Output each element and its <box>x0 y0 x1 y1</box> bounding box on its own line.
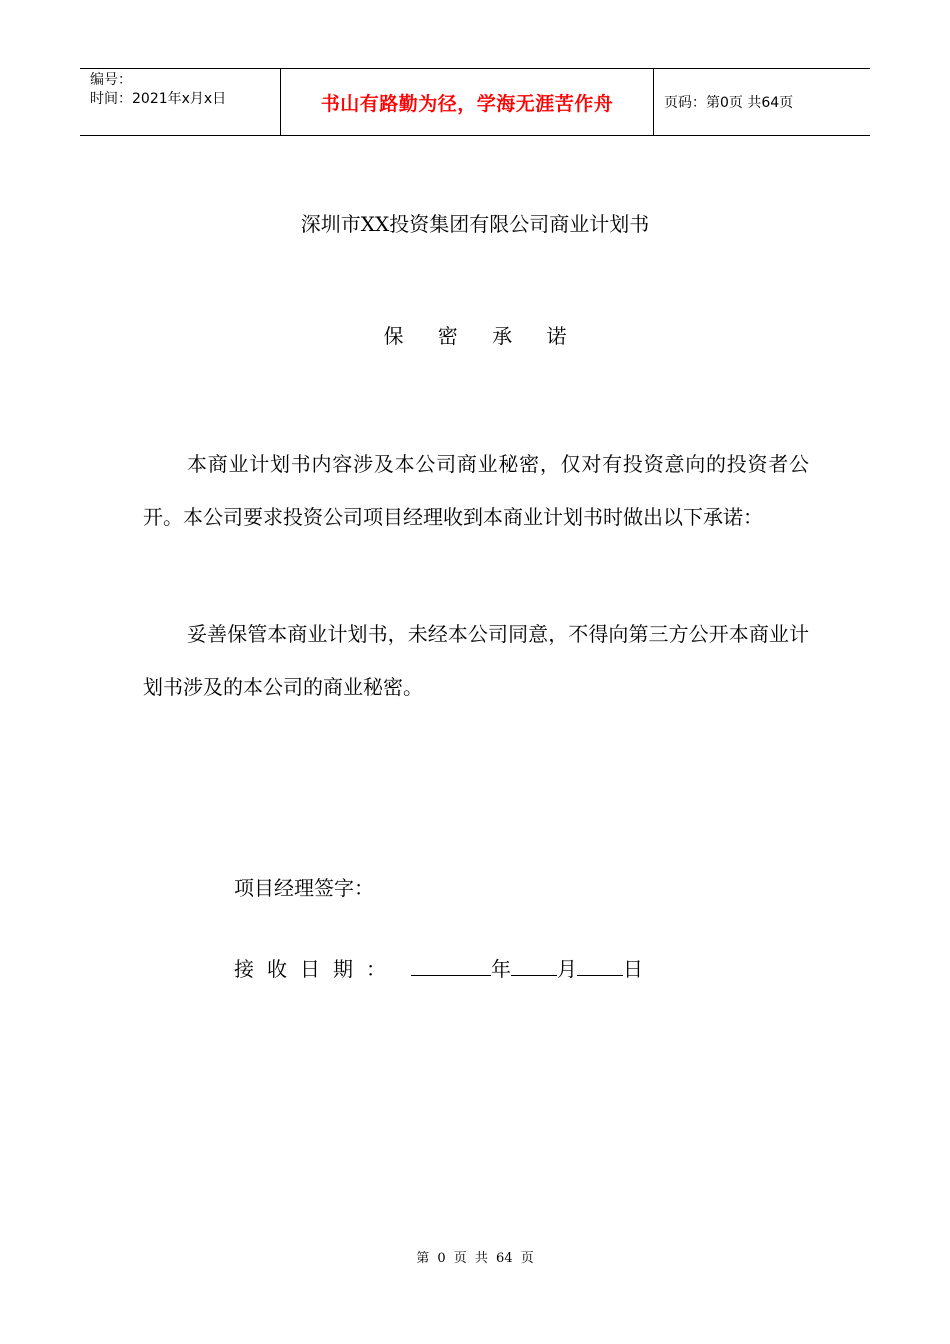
signature-line <box>234 872 374 901</box>
page-footer: 第 0 页 共 64 页 <box>416 1251 534 1266</box>
section-title: 保 密 承 诺 <box>383 324 581 348</box>
signature-label: 项目经理签字： <box>234 876 374 900</box>
page-header <box>80 68 870 136</box>
year-blank[interactable] <box>411 955 491 976</box>
day-label: 日 <box>623 957 643 981</box>
header-page-info: 页码：第0页 共64页 <box>664 95 794 111</box>
document-number-label: 编号： <box>90 72 132 88</box>
receive-date-label: 接收日期： <box>234 957 399 981</box>
document-time-label: 时间：2021年x月x日 <box>90 91 227 107</box>
paragraph-commitment: 妥善保管本商业计划书，未经本公司同意，不得向第三方公开本商业计划书涉及的本公司的商业秘密。 <box>143 622 809 699</box>
month-blank[interactable] <box>511 955 557 976</box>
year-label: 年 <box>491 957 511 981</box>
day-blank[interactable] <box>577 955 623 976</box>
header-slogan: 书山有路勤为径，学海无涯苦作舟 <box>281 69 654 135</box>
document-title: 深圳市XX投资集团有限公司商业计划书 <box>300 212 650 236</box>
header-meta <box>80 69 281 135</box>
receive-date-line <box>234 953 643 982</box>
paragraph-confidentiality: 本商业计划书内容涉及本公司商业秘密，仅对有投资意向的投资者公开。本公司要求投资公司项目经理收到本商业计划书时做出以下承诺： <box>143 452 809 529</box>
month-label: 月 <box>557 957 577 981</box>
